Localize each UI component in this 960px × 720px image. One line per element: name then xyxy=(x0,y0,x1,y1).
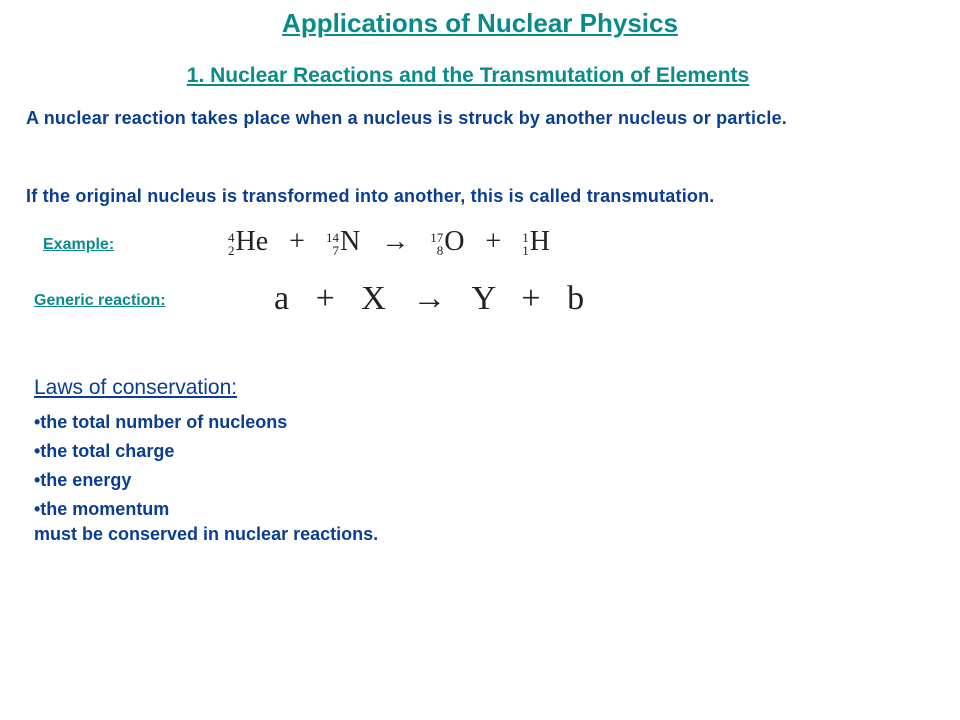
paragraph-nuclear-reaction: A nuclear reaction takes place when a nucleus is struck by another nucleus or particle. xyxy=(26,108,787,128)
arrow: → xyxy=(381,226,410,257)
generic-reaction-label: Generic reaction: xyxy=(34,292,166,309)
atomic-number: 2 xyxy=(228,242,235,258)
closing-text: must be conserved in nuclear reactions. xyxy=(34,524,379,544)
list-item: •the momentum xyxy=(34,499,170,519)
section-subtitle: 1. Nuclear Reactions and the Transmutation of Elements xyxy=(186,64,750,87)
plus-sign: + xyxy=(521,280,543,317)
ejectile-b: b xyxy=(567,280,587,317)
page-title: Applications of Nuclear Physics xyxy=(282,8,678,38)
element-symbol: O xyxy=(444,226,465,257)
nuclide-oxygen xyxy=(430,226,464,258)
laws-heading: Laws of conservation: xyxy=(34,376,238,399)
mass-number: 1 xyxy=(522,229,529,245)
element-symbol: H xyxy=(529,226,550,257)
atomic-number: 8 xyxy=(436,242,444,258)
generic-equation xyxy=(274,280,586,318)
mass-number: 4 xyxy=(228,229,235,245)
list-item: •the energy xyxy=(34,470,132,490)
element-symbol: N xyxy=(339,226,361,257)
nuclide-helium xyxy=(228,226,268,258)
nuclide-hydrogen xyxy=(522,226,550,258)
list-item: •the total number of nucleons xyxy=(34,412,288,432)
list-item: •the total charge xyxy=(34,441,175,461)
paragraph-transmutation: If the original nucleus is transformed into another, this is called transmutation. xyxy=(26,186,715,206)
product-Y: Y xyxy=(471,280,497,317)
atomic-number: 1 xyxy=(522,242,529,258)
plus-sign: + xyxy=(485,226,502,257)
conservation-list xyxy=(34,408,734,524)
arrow: → xyxy=(412,280,449,317)
plus-sign: + xyxy=(289,226,305,257)
plus-sign: + xyxy=(315,280,337,317)
example-label: Example: xyxy=(43,236,115,253)
nuclide-nitrogen xyxy=(326,226,360,258)
element-symbol: He xyxy=(235,226,269,257)
mass-number: 14 xyxy=(325,229,339,245)
projectile-a: a xyxy=(274,280,292,317)
atomic-number: 7 xyxy=(332,242,339,258)
example-equation xyxy=(228,226,550,258)
mass-number: 17 xyxy=(430,229,444,245)
target-X: X xyxy=(361,280,388,317)
